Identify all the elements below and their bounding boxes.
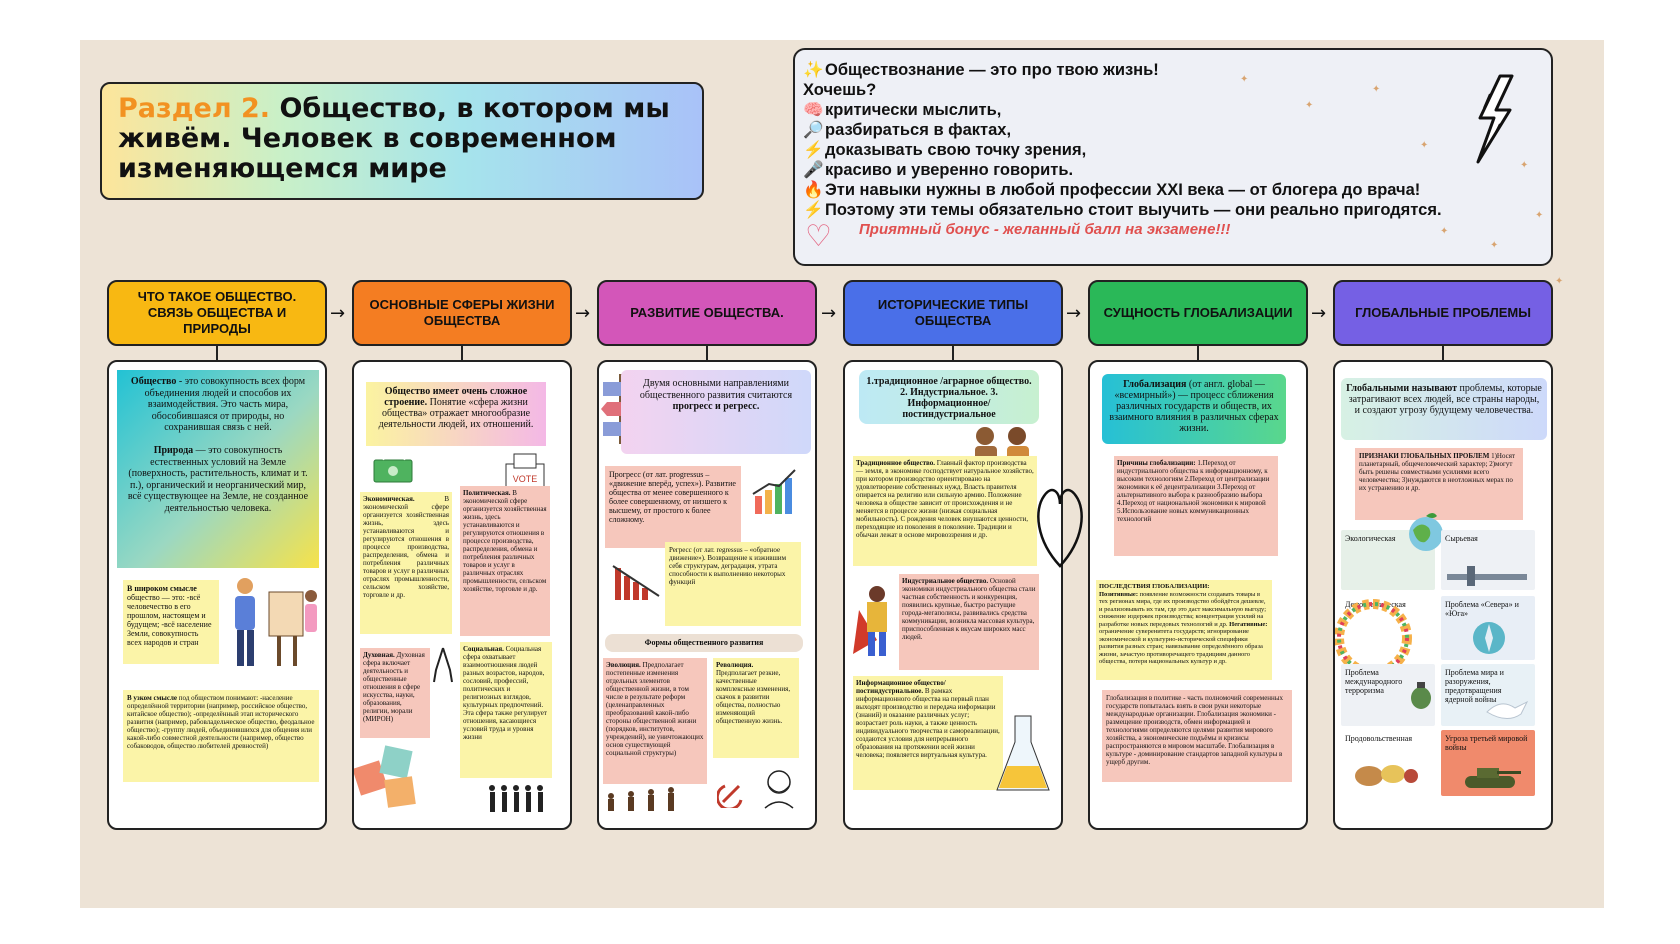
- motivation-line: [803, 180, 1543, 200]
- sparkle-icon: ✦: [1490, 240, 1499, 251]
- motivation-line-text: Поэтому эти темы обязательно стоит выучить — они реально пригодятся.: [825, 201, 1442, 219]
- arrow-right-icon: →: [1066, 303, 1082, 324]
- column-header-historical-types: ИСТОРИЧЕСКИЕ ТИПЫ ОБЩЕСТВА: [843, 280, 1063, 346]
- traditional-society-text: Главный фактор производства — земля, в экономике господствует натуральное хозяйство, при котором производство ориентировано на удовлетворение собственных нужд. Власть правителя опирается на религию или сильную армию. Положение человека в обществе зависит от происхождения и не меняется в процессе жизни (низкая социальная мобильность). С рождения человек внушаются ценности, переходящие из поколения в поколение. Традиции и обычаи лежат в основе мировоззрения и др.: [856, 459, 1034, 539]
- poster: [80, 40, 1604, 908]
- social-sphere-text: Социальная сфера охватывает взаимоотношения людей разных возрастов, народов, сословий, профессий, политических и религиозных взглядов, культурных предпочтений. Эта сфера также регулирует отношения, касающиеся условий труда и уровня жизни: [463, 645, 547, 741]
- spheres-intro-text: Понятие «сфера жизни общества» отражает многообразие деятельности людей, их отношений.: [378, 397, 534, 430]
- section-label: Раздел 2.: [118, 93, 271, 124]
- food-items-icon: [1351, 754, 1421, 792]
- problem-tile-label: Сырьевая: [1445, 534, 1478, 543]
- narrow-sense-text: под обществом понимают: -население определённой территории (например, российское общество, китайское общество); -определённый этап исторического развития (например, рабовладельческое общество, феодальное общество); -группу людей, объединившихся для общения или какой-либо совместной деятельности (например, общество собаководов, общество любителей древностей): [127, 694, 315, 750]
- globalization-causes-text: 1.Переход от индустриального общества к информационному, к высоким технологиям 2.Переход от централизации экономики к её децентрализации 3.Переход от альтернативного выбора к разнообразию выбора 4.Переход от национальной экономики к мировой 5.Использование новых коммуникационных технологий: [1117, 459, 1270, 523]
- narrow-sense-note: [123, 690, 319, 782]
- lightning-icon: ⚡: [803, 201, 824, 219]
- term-nature: Природа: [153, 445, 194, 456]
- column-header-globalization: СУЩНОСТЬ ГЛОБАЛИЗАЦИИ: [1088, 280, 1308, 346]
- global-problems-signs-text: 1)Носят планетарный, общечеловеческий характер; 2)могут быть решены совместными усилиями всего человечества; 3)нуждаются в неотложных мерах по их устранению и др.: [1359, 452, 1516, 492]
- column-header-global-problems: ГЛОБАЛЬНЫЕ ПРОБЛЕМЫ: [1333, 280, 1553, 346]
- motivation-line-text: разбираться в фактах,: [825, 121, 1012, 139]
- spheres-intro-bold: Общество имеет очень сложное строение.: [384, 386, 528, 408]
- nature-definition: — это совокупность естественных условий на Земле (поверхность, растительность, климат и т. п.), органический и неорганический мир, всё существующее на Земле, не созданное деятельностью человека.: [127, 445, 309, 514]
- traditional-society-title: Традиционное общество.: [856, 459, 935, 467]
- lightning-bolt-icon: [1470, 74, 1516, 164]
- development-directions-note: [621, 370, 811, 454]
- global-problems-term: Глобальными называют: [1346, 383, 1458, 394]
- sparkle-icon: ✦: [1372, 84, 1381, 95]
- problem-tile-label: Экологическая: [1345, 534, 1396, 543]
- connector-line: [1442, 346, 1444, 360]
- spheres-intro-note: [366, 382, 546, 446]
- global-problems-signs-title: ПРИЗНАКИ ГЛОБАЛЬНЫХ ПРОБЛЕМ: [1359, 452, 1490, 460]
- progress-note: Прогресс (от лат. progressus – «движение вперёд, успех»). Развитие общества от менее совершенного к более совершенному, от низшего к высшему, от простого к более сложному.: [605, 466, 741, 548]
- sparkle-icon: ✦: [1440, 226, 1449, 237]
- forms-of-development-title: Формы общественного развития: [605, 634, 803, 652]
- motivation-line: [803, 60, 1543, 80]
- magnifier-icon: 🔎: [803, 121, 824, 139]
- motivation-line-text: Хочешь?: [803, 81, 877, 99]
- lab-flask-icon: [995, 712, 1051, 796]
- flying-money-icon: [364, 448, 424, 492]
- information-society-text: В рамках информационного общества на первый план выходят производство и передача информации (знаний) и оказание различных услуг; возрастает роль науки, а также ценность индивидуального творчества и самореализации, создаются условия для непрерывного образования на протяжении всей жизни человека; появляется виртуальная культура.: [856, 687, 1000, 759]
- economic-sphere-text: В экономической сфере организуется хозяйственная жизнь, здесь устанавливаются и регулируются отношения в процессе производства, распределения, обмена и потребления различных товаров и услуг в различных отраслях промышленности, сельском хозяйстве, торговле и др.: [363, 495, 449, 599]
- problem-tile-label: Продовольственная: [1345, 734, 1412, 743]
- evolution-note: [603, 658, 707, 784]
- revolution-title: Революция.: [716, 661, 754, 669]
- negative-consequences-text: ограничение суверенитета государств; игнорирование экономической и культурно-исторической специфики развития разных стран; навязывание определённого образа жизни, зачастую противоречащего традициям данного общества, потеря национальных культур и др.: [1099, 628, 1263, 665]
- hearts-icon: ♡: [805, 219, 832, 254]
- section-title-box: [100, 82, 704, 200]
- evolution-title: Эволюция.: [606, 661, 641, 669]
- praying-hands-icon: [428, 644, 458, 684]
- sparkle-icon: ✦: [1420, 140, 1429, 151]
- column-header-development: РАЗВИТИЕ ОБЩЕСТВА.: [597, 280, 817, 346]
- column-body-global-problems: [1333, 360, 1553, 830]
- globalization-consequences-note: [1096, 580, 1272, 680]
- problem-tile-label: Проблема «Севера» и «Юга»: [1445, 600, 1519, 618]
- globalization-causes-title: Причины глобализации:: [1117, 459, 1196, 467]
- hammer-and-sickle-icon: [717, 778, 747, 808]
- industrial-society-title: Индустриальное общество.: [902, 577, 989, 585]
- economic-sphere-note: [360, 492, 452, 634]
- compass-icon: [1471, 620, 1507, 656]
- negative-consequences-label: Негативные:: [1229, 620, 1268, 628]
- fire-icon: 🔥: [803, 181, 824, 199]
- superhero-icon: [851, 580, 901, 660]
- globalization-definition: (от англ. global — «всемирный») — процесс сближения различных государств и обществ, их взаимного влияния в различных сферах жизни.: [1109, 379, 1279, 434]
- problem-tile-label: Проблема мира и разоружения, предотвращения ядерной войны: [1445, 668, 1504, 704]
- society-definition-note: [117, 370, 319, 568]
- spiritual-sphere-text: Духовная сфера включает деятельность и общественные отношения в сфере искусства, науки, образования, религии, морали (МИРОН): [363, 651, 425, 723]
- microphone-icon: 🎤: [803, 161, 824, 179]
- column-body-society: [107, 360, 327, 830]
- political-sphere-text: В экономической сфере организуется хозяйственная жизнь, здесь устанавливаются и регулируются отношения в процессе производства, распределения, обмена и потребления различных товаров и услуг в различных отраслях промышленности, сельском хозяйстве, торговле и др.: [463, 489, 547, 593]
- economic-sphere-title: Экономическая.: [363, 495, 415, 503]
- narrow-sense-title: В узком смысле: [127, 694, 178, 702]
- broad-sense-note: [123, 580, 219, 664]
- motivation-box: [793, 48, 1553, 266]
- tank-icon: [1459, 762, 1523, 792]
- motivation-line: [803, 100, 1543, 120]
- motivation-line-text: доказывать свою точку зрения,: [825, 141, 1087, 159]
- motivation-line-text: красиво и уверенно говорить.: [825, 161, 1074, 179]
- grenade-icon: [1409, 680, 1433, 710]
- arrow-right-icon: →: [575, 303, 591, 324]
- development-directions-bold: прогресс и регресс.: [672, 401, 760, 412]
- brain-icon: 🧠: [803, 101, 824, 119]
- vote-label: VOTE: [512, 474, 538, 484]
- industrial-society-text: Основой экономики индустриального общества стали частная собственность и конкуренция, появились крупные, быстро растущие города-мегаполисы, развивались средства коммуникации, возникла массовая культура, приспособленная к вкусам широких масс людей.: [902, 577, 1036, 641]
- globalization-spheres-note: Глобализация в политике - часть полномочий современных государств попыталась взять в свои руки некоторые международные организации. Глобализация экономики - размещение производств, обмен информацией и технологиями определяются целями развития мирового хозяйства, а экономические подъёмы и кризисы распространяются в мировом масштабе. Глобализация в культуре - доминирование стандартов западной культуры в ущерб другим.: [1102, 690, 1292, 782]
- society-types-list: 1.традиционное /аграрное общество. 2. Индустриальное. 3. Информационное/ постиндустриальное: [859, 370, 1039, 424]
- bonus-text: Приятный бонус - желанный балл на экзамене!!!: [859, 221, 1231, 238]
- column-body-historical-types: [843, 360, 1063, 830]
- information-society-note: [853, 676, 1003, 790]
- global-problems-definition: проблемы, которые затрагивают всех людей, все страны народы, и создают угрозу будущему человечества.: [1348, 383, 1542, 416]
- global-problems-intro-note: [1341, 378, 1547, 440]
- sparkles-icon: ✨: [803, 61, 824, 79]
- regress-note: Регресс (от лат. regressus – «обратное движение»). Возвращение к изжившим себя структурам, деградация, утрата способности к выполнению некоторых функций: [665, 542, 801, 626]
- motivation-line: [803, 160, 1543, 180]
- people-at-board-illustration: [221, 568, 319, 680]
- globalization-causes-note: [1114, 456, 1278, 556]
- motivation-line: [803, 200, 1543, 220]
- sparkle-icon: ✦: [1240, 74, 1249, 85]
- globalization-definition-note: [1102, 374, 1286, 444]
- heart-doodle-icon: [1032, 470, 1088, 570]
- problem-tile-label: Проблема международного терроризма: [1345, 668, 1403, 695]
- decline-chart-icon: [611, 560, 665, 604]
- information-society-title: Информационное общество/ постиндустриальное.: [856, 679, 946, 695]
- social-sphere-note: [460, 642, 552, 778]
- motivation-line-text: критически мыслить,: [825, 101, 1002, 119]
- evolution-text: Предполагает постепенные изменения отдельных элементов общественной жизни, в том числе в результате реформ (целенаправленных преобразований какой-либо стороны общественной жизни (порядков, институтов, учреждений), не уничтожающих основ существующей социальной структуры): [606, 661, 704, 757]
- motivation-line: [803, 120, 1543, 140]
- arrow-right-icon: →: [1311, 303, 1327, 324]
- social-sphere-title: Социальная.: [463, 645, 504, 653]
- broad-sense-text: общество — это: -всё человечество в его прошлом, настоящем и будущем; -всё население Земли, совокупность всех народов и стран: [127, 593, 212, 647]
- column-body-spheres: [352, 360, 572, 830]
- sparkle-icon: ✦: [1520, 160, 1529, 171]
- positive-consequences-text: появление возможности создавать товары в тех регионах мира, где их производство обойдётся дешевле, и реализовывать их там, где это даст максимальную выгоду; снижение издержек производства; концентрация усилий на разработке новых передовых технологий и др.: [1099, 590, 1266, 628]
- connector-line: [706, 346, 708, 360]
- sparkle-icon: ✦: [1555, 276, 1564, 287]
- sparkle-icon: ✦: [1305, 100, 1314, 111]
- term-society: Общество: [130, 376, 177, 387]
- broad-sense-title: В широком смысле: [127, 584, 197, 593]
- globalization-consequences-title: ПОСЛЕДСТВИЯ ГЛОБАЛИЗАЦИИ:: [1099, 583, 1210, 590]
- arrow-right-icon: →: [821, 303, 837, 324]
- motivation-line: [803, 80, 1543, 100]
- motivation-line: [803, 140, 1543, 160]
- problem-tile-label: Угроза третьей мировой войны: [1445, 734, 1528, 752]
- column-header-spheres: ОСНОВНЫЕ СФЕРЫ ЖИЗНИ ОБЩЕСТВА: [352, 280, 572, 346]
- pipeline-icon: [1447, 560, 1527, 588]
- column-header-society: ЧТО ТАКОЕ ОБЩЕСТВО. СВЯЗЬ ОБЩЕСТВА И ПРИРОДЫ: [107, 280, 327, 346]
- column-body-development: [597, 360, 817, 830]
- traditional-society-note: [853, 456, 1037, 566]
- revolutionary-portrait-icon: [759, 766, 799, 810]
- lightning-icon: ⚡: [803, 141, 824, 159]
- revolution-note: [713, 658, 799, 758]
- crowd-silhouette-icon: [484, 782, 552, 814]
- society-definition: - это совокупность всех форм объединения людей и способов их взаимодействия. Это часть мира, обособившаяся от природы, но сохранившая связь с ней.: [144, 376, 306, 433]
- spiritual-sphere-title: Духовная.: [363, 651, 395, 659]
- political-sphere-note: [460, 486, 550, 636]
- connector-line: [216, 346, 218, 360]
- evolution-of-man-icon: [603, 786, 693, 814]
- positive-consequences-label: Позитивные:: [1099, 590, 1138, 598]
- problem-tile-label: Демографическая: [1345, 600, 1406, 609]
- revolution-text: Предполагает резкие, качественные комплексные изменения, скачок в развитии общества, полностью изменяющий общественную жизнь.: [716, 669, 791, 725]
- motivation-line-text: Обществознание — это про твою жизнь!: [825, 61, 1159, 79]
- connector-line: [1197, 346, 1199, 360]
- section-title-text: Общество, в котором мы живём. Человек в современном изменяющемся мире: [118, 93, 670, 184]
- connector-line: [461, 346, 463, 360]
- growth-chart-icon: [749, 466, 801, 518]
- sparkle-icon: ✦: [1535, 210, 1544, 221]
- development-directions-text: Двумя основными направлениями общественного развития считаются: [639, 378, 793, 401]
- peace-dove-icon: [1485, 694, 1529, 724]
- puzzle-pieces-illustration: [352, 738, 434, 818]
- globalization-term: Глобализация: [1123, 379, 1187, 390]
- political-sphere-title: Политическая.: [463, 489, 511, 497]
- spiritual-sphere-note: [360, 648, 430, 738]
- industrial-society-note: [899, 574, 1039, 670]
- arrow-right-icon: →: [330, 303, 346, 324]
- section-title: [118, 94, 686, 184]
- motivation-line-text: Эти навыки нужны в любой профессии XXI века — от блогера до врача!: [825, 181, 1421, 199]
- column-body-globalization: [1088, 360, 1308, 830]
- connector-line: [952, 346, 954, 360]
